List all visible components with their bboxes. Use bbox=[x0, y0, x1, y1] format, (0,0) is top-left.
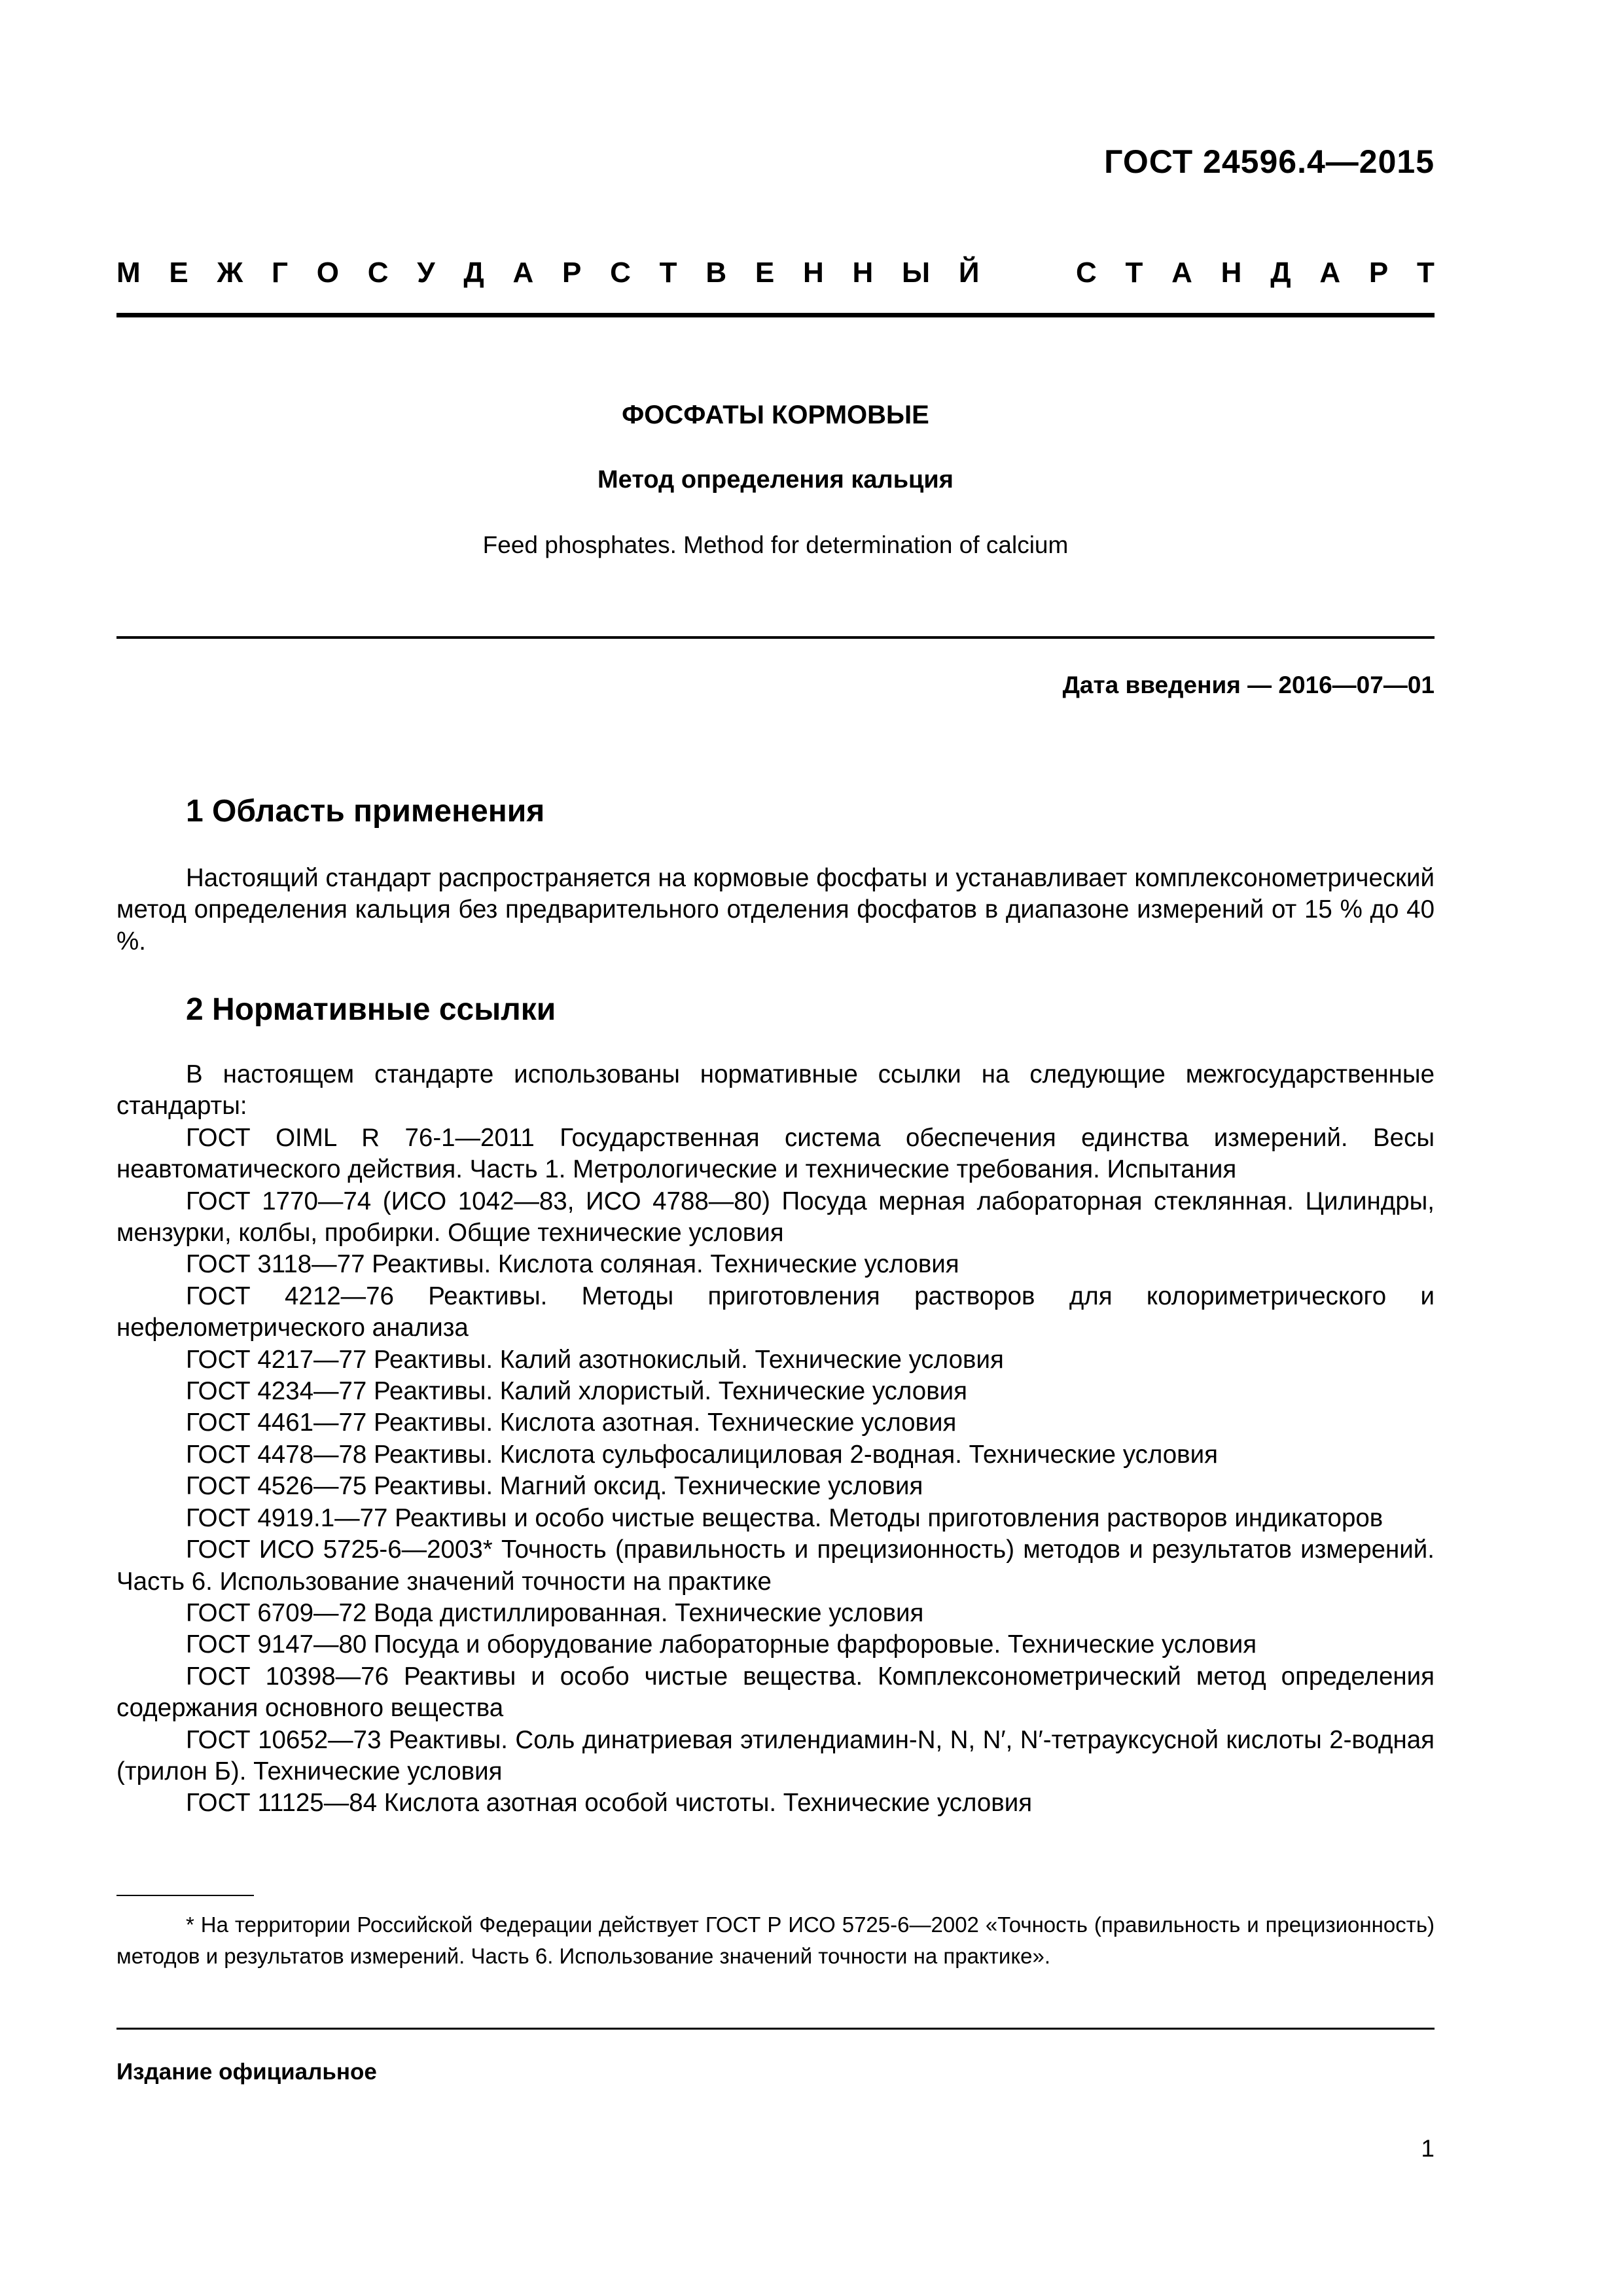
standard-type-banner bbox=[116, 257, 1435, 289]
introduction-date: Дата введения — 2016—07—01 bbox=[1062, 672, 1435, 698]
banner-letter: Д bbox=[463, 257, 484, 289]
banner-letter: Н bbox=[1221, 257, 1242, 289]
banner-letter: Т bbox=[659, 257, 677, 289]
banner-letter: В bbox=[705, 257, 727, 289]
banner-letter: А bbox=[512, 257, 534, 289]
reference-item: ГОСТ 11125—84 Кислота азотная особой чистоты. Технические условия bbox=[186, 1789, 1033, 1818]
banner-letter: Р bbox=[1368, 257, 1389, 289]
footnote: * На территории Российской Федерации действует ГОСТ Р ИСО 5725-6—2002 «Точность (правильность и прецизионность) методов и результатов измерений. Часть 6. Использование значений точности на практике». bbox=[116, 1912, 1435, 1968]
reference-item: ГОСТ 10652—73 Реактивы. Соль динатриевая этилендиамин-N, N, N′, N′-тетрауксусной кислоты 2-водная (трилон Б). Технические условия bbox=[116, 1725, 1435, 1785]
reference-item: ГОСТ 4217—77 Реактивы. Калий азотнокислый. Технические условия bbox=[186, 1345, 1004, 1374]
reference-item: ГОСТ ИСО 5725-6—2003* Точность (правильность и прецизионность) методов и результатов измерений. Часть 6. Использование значений точности на практике bbox=[116, 1535, 1435, 1596]
banner-letter: Н bbox=[802, 257, 824, 289]
reference-item: ГОСТ 4234—77 Реактивы. Калий хлористый. Технические условия bbox=[186, 1377, 968, 1406]
banner-letter: Ж bbox=[217, 257, 243, 289]
banner-letter: Ы bbox=[902, 257, 931, 289]
banner-letter: С bbox=[367, 257, 389, 289]
reference-item: ГОСТ 4478—78 Реактивы. Кислота сульфосалициловая 2-водная. Технические условия bbox=[186, 1440, 1218, 1469]
banner-letter: А bbox=[1171, 257, 1192, 289]
document-title: ФОСФАТЫ КОРМОВЫЕ bbox=[622, 401, 929, 429]
banner-letter: Н bbox=[852, 257, 874, 289]
reference-item: ГОСТ 4212—76 Реактивы. Методы приготовления растворов для колориметрического и нефелометрического анализа bbox=[116, 1282, 1435, 1342]
footer-rule bbox=[116, 2028, 1435, 2030]
banner-letter: Т bbox=[1125, 257, 1143, 289]
document-subtitle: Метод определения кальция bbox=[597, 466, 954, 493]
banner-letter: С bbox=[1075, 257, 1097, 289]
header-rule bbox=[116, 313, 1435, 317]
reference-item: ГОСТ 10398—76 Реактивы и особо чистые вещества. Комплексонометрический метод определения содержания основного вещества bbox=[116, 1662, 1435, 1723]
reference-item: ГОСТ 1770—74 (ИСО 1042—83, ИСО 4788—80) Посуда мерная лабораторная стеклянная. Цилиндры, мензурки, колбы, пробирки. Общие технические условия bbox=[116, 1187, 1435, 1247]
section-2-heading: 2 Нормативные ссылки bbox=[186, 992, 556, 1027]
banner-letter: Е bbox=[755, 257, 775, 289]
reference-item: ГОСТ 6709—72 Вода дистиллированная. Технические условия bbox=[186, 1598, 924, 1627]
banner-letter: А bbox=[1319, 257, 1341, 289]
references-intro: В настоящем стандарте использованы нормативные ссылки на следующие межгосударственные стандарты: bbox=[116, 1060, 1435, 1121]
banner-letter: Т bbox=[1416, 257, 1435, 289]
edition-label: Издание официальное bbox=[116, 2059, 377, 2085]
normative-references bbox=[116, 1059, 1435, 1820]
reference-item: ГОСТ 4461—77 Реактивы. Кислота азотная. Технические условия bbox=[186, 1408, 957, 1437]
banner-letter: О bbox=[316, 257, 339, 289]
section-1-text: Настоящий стандарт распространяется на кормовые фосфаты и устанавливает комплексонометрический метод определения кальция без предварительного отделения фосфатов в диапазоне измерений от 15 % до 40 %. bbox=[116, 864, 1435, 956]
document-number: ГОСТ 24596.4—2015 bbox=[1104, 143, 1435, 180]
title-rule bbox=[116, 636, 1435, 639]
reference-item: ГОСТ 4526—75 Реактивы. Магний оксид. Технические условия bbox=[186, 1472, 923, 1501]
reference-item: ГОСТ 9147—80 Посуда и оборудование лабораторные фарфоровые. Технические условия bbox=[186, 1630, 1257, 1659]
banner-letter: М bbox=[116, 257, 141, 289]
section-1-heading: 1 Область применения bbox=[186, 794, 545, 829]
banner-letter: Р bbox=[562, 257, 582, 289]
banner-letter: Д bbox=[1270, 257, 1291, 289]
banner-letter: С bbox=[610, 257, 631, 289]
banner-letter: Е bbox=[169, 257, 188, 289]
banner-letter: Й bbox=[958, 257, 980, 289]
banner-letter: Г bbox=[272, 257, 288, 289]
document-title-english: Feed phosphates. Method for determination of calcium bbox=[482, 531, 1069, 558]
reference-item: ГОСТ 3118—77 Реактивы. Кислота соляная. Технические условия bbox=[186, 1250, 959, 1279]
footnote-separator bbox=[116, 1895, 254, 1896]
reference-item: ГОСТ OIML R 76-1—2011 Государственная система обеспечения единства измерений. Весы неавтоматического действия. Часть 1. Метрологические и технические требования. Испытания bbox=[116, 1123, 1435, 1184]
reference-item: ГОСТ 4919.1—77 Реактивы и особо чистые вещества. Методы приготовления растворов индикаторов bbox=[186, 1503, 1383, 1532]
banner-letter: У bbox=[417, 257, 435, 289]
banner-word-gap bbox=[1008, 257, 1047, 289]
page-number: 1 bbox=[1421, 2135, 1435, 2162]
